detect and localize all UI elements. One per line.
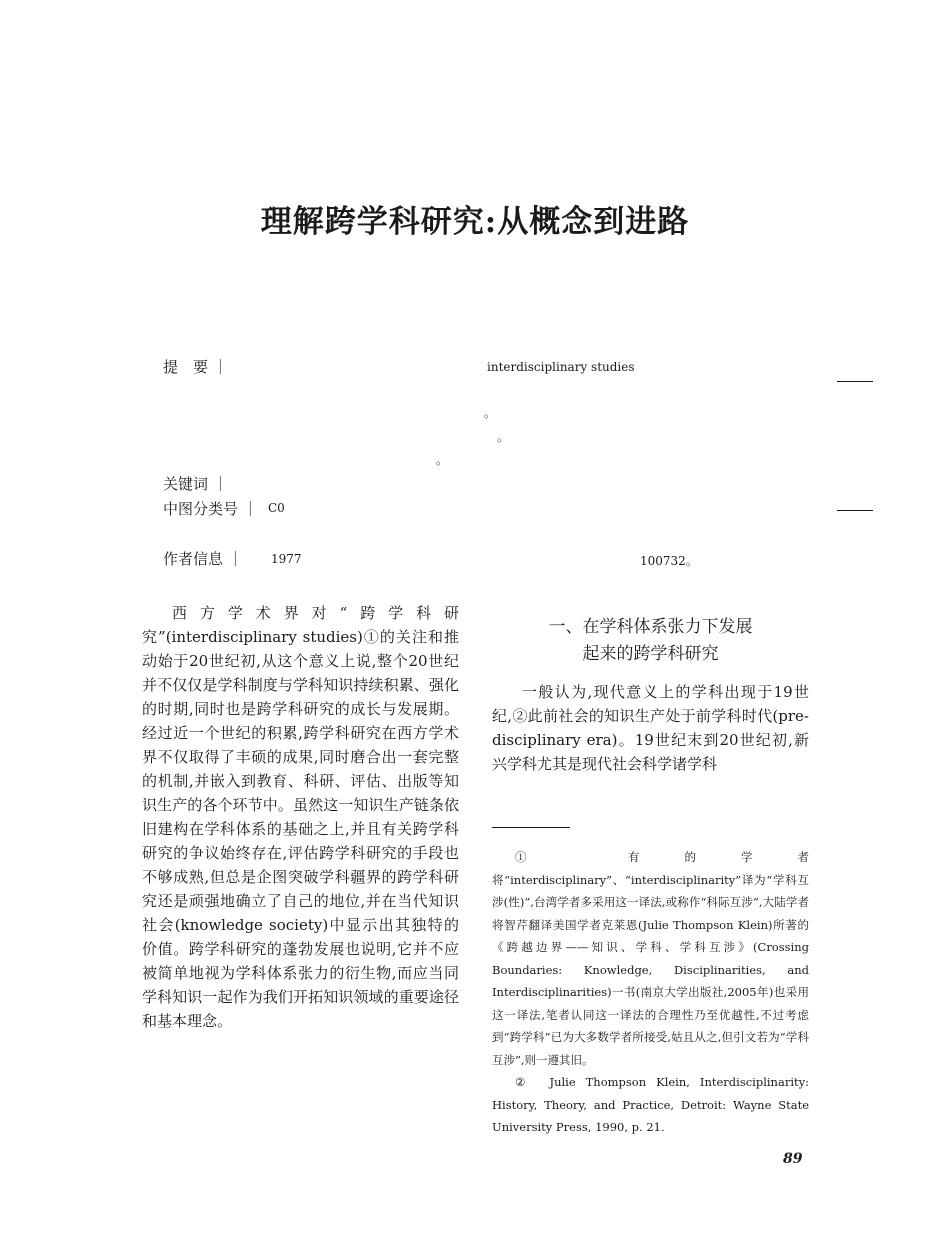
footnote-2: ② Julie Thompson Klein, Interdisciplinarity: History, Theory, and Practice, Detroit: Wayne State University Press, 1990, p. 21. (492, 1075, 809, 1134)
classification-label: 中图分类号 ｜ (163, 500, 258, 518)
footnote-rule (492, 827, 570, 828)
body-paragraph: 一般认为,现代意义上的学科出现于19世纪,②此前社会的知识生产处于前学科时代(pre-disciplinary era)。19世纪末到20世纪初,新兴学科尤其是现代社会科学诸学科 (492, 683, 809, 773)
body-paragraph: 西方学术界对“跨学科研究”(interdisciplinary studies)①的关注和推动始于20世纪初,从这个意义上说,整个20世纪并不仅仅是学科制度与学科知识持续积累、强化的时期,同时也是跨学科研究的成长与发展期。经过近一个世纪的积累,跨学科研究在西方学术界不仅取得了丰硕的成果,同时磨合出一套完整的机制,并嵌入到教育、科研、评估、出版等知识生产的各个环节中。虽然这一知识生产链条依旧建构在学科体系的基础之上,并且有关跨学科研究的争议始终存在,评估跨学科研究的手段也不够成熟,但总是企图突破学科疆界的跨学科研究还是顽强地确立了自己的地位,并在当代知识社会(knowledge society)中显示出其独特的价值。跨学科研究的蓬勃发展也说明,它并不应被简单地视为学科体系张力的衍生物,而应当同学科知识一起作为我们开拓知识领域的重要途径和基本理念。 (142, 604, 459, 1030)
page-number: 89 (783, 1151, 803, 1167)
author-postcode: 100732。 (640, 554, 698, 568)
abstract-label: 提 要 ｜ (163, 358, 228, 376)
classification-value: C0 (268, 501, 285, 515)
margin-rule (837, 510, 873, 511)
abstract-period: 。 (436, 453, 449, 467)
footnote-1: ① 有的学者将“interdisciplinary”、“interdisciplinarity”译为“学科互涉(性)”,台湾学者多采用这一译法,或称作“科际互涉”,大陆学者将智芹翻译美国学者克莱恩(Julie Thompson Klein)所著的《跨越边界——知识、学科、学科互涉》(Crossing Boundaries: Knowledge, Disciplinarities, and Interdisciplinarities)一书(南京大学出版社,2005年)也采用这一译法,笔者认同这一译法的合理性乃至优越性,不过考虑到“跨学科”已为大多数学者所接受,姑且从之,但引文若为“学科互涉”,则一遵其旧。 (492, 850, 809, 1067)
keywords-label: 关键词 ｜ (163, 475, 228, 493)
section-heading-line: 一、在学科体系张力下发展 (548, 617, 753, 637)
margin-rule (837, 381, 873, 382)
page-title: 理解跨学科研究:从概念到进路 (260, 204, 690, 240)
left-column (142, 601, 459, 1033)
right-column (492, 680, 809, 776)
abstract-period: 。 (484, 406, 497, 420)
abstract-term: interdisciplinary studies (487, 360, 635, 374)
footnotes (492, 846, 809, 1139)
author-info-label: 作者信息 ｜ (163, 550, 243, 568)
abstract-period: 。 (497, 430, 510, 444)
section-heading-line: 起来的跨学科研究 (582, 644, 719, 664)
author-birth-year: 1977 (271, 552, 302, 566)
section-heading (492, 614, 809, 668)
